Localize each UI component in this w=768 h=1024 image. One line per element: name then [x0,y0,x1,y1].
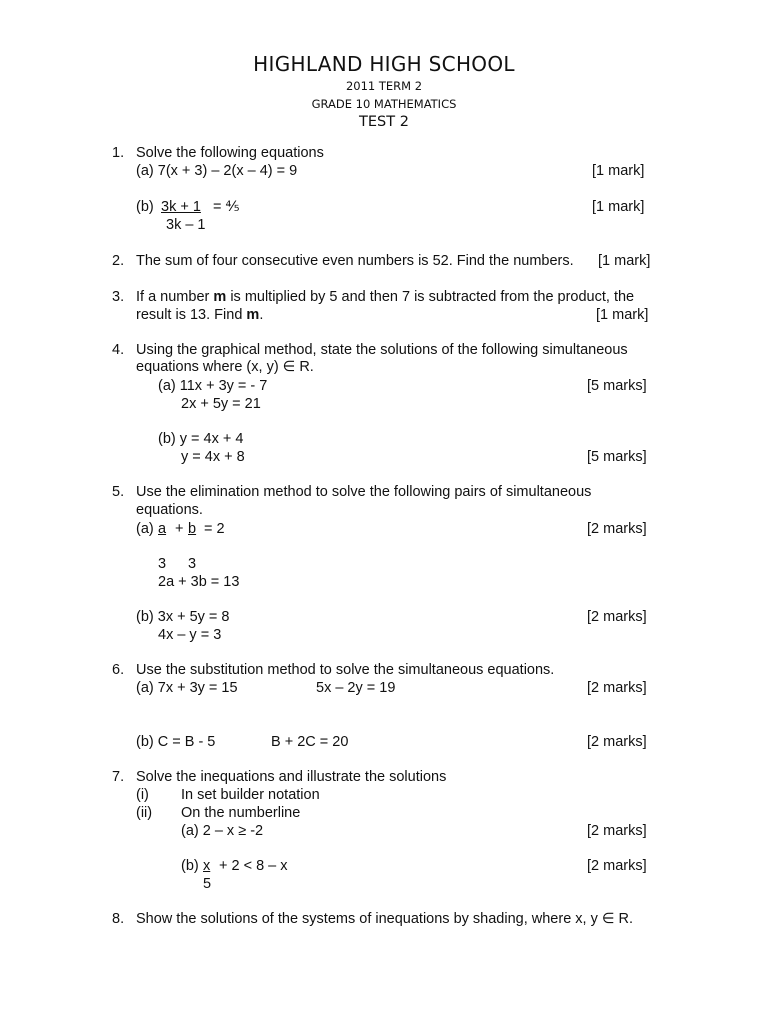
q6-text: Use the substitution method to solve the simultaneous equations. [136,662,555,678]
q5a-prefix: (a) [136,521,154,537]
q1b-numerator: 3k + 1 [161,199,201,215]
q6a-equation-2: 5x – 2y = 19 [316,680,396,696]
q3-line1 [136,288,634,306]
q1b-denominator: 3k – 1 [166,217,206,233]
q4a-mark: [5 marks] [587,378,647,394]
q7-i-label: (i) [136,787,149,803]
q6b-equation-1: (b) C = B - 5 [136,734,216,750]
q5b-equation-2: 4x – y = 3 [158,627,222,643]
q3-mark: [1 mark] [596,307,649,323]
q1b-rhs: = ⅘ [213,199,240,215]
q4b-equation-1: (b) y = 4x + 4 [158,431,244,447]
q3-line1-pre: If a number [136,289,210,305]
q3-line2-pre: result is 13. Find [136,307,243,323]
q1b-mark: [1 mark] [592,199,645,215]
q8-text: Show the solutions of the systems of inequations by shading, where x, y ∈ R. [136,911,634,927]
q5-line1: Use the elimination method to solve the following pairs of simultaneous [136,484,592,500]
q4a-equation-1: (a) 11x + 3y = - 7 [158,378,268,394]
q7-i-text: In set builder notation [181,787,320,803]
q7b-mark: [2 marks] [587,858,647,874]
q3-variable-2: m [246,307,260,323]
grade-label: GRADE 10 MATHEMATICS [311,97,457,111]
q7-ii-text: On the numberline [181,805,301,821]
q3-line1-post: is multiplied by 5 and then 7 is subtracted from the product, the [230,289,635,305]
q7b-rest: + 2 < 8 – x [219,858,288,874]
q1a-mark: [1 mark] [592,163,645,179]
q3-number: 3. [112,289,125,305]
q7-number: 7. [112,769,125,785]
q7-text: Solve the inequations and illustrate the solutions [136,769,447,785]
q1-text: Solve the following equations [136,145,324,161]
q7a-mark: [2 marks] [587,823,647,839]
q5a-mark: [2 marks] [587,521,647,537]
q5a-equals: = 2 [204,521,225,537]
q6b-mark: [2 marks] [587,734,647,750]
q4a-equation-2: 2x + 5y = 21 [181,396,261,412]
q7b-denominator: 5 [203,876,212,892]
q4b-equation-2: y = 4x + 8 [181,449,245,465]
q5b-mark: [2 marks] [587,609,647,625]
q7b-prefix: (b) [181,858,199,874]
q2-text: The sum of four consecutive even numbers is 52. Find the numbers. [136,253,574,269]
q1b-prefix: (b) [136,199,154,215]
q7b-numerator: x [203,858,211,874]
q5-number: 5. [112,484,125,500]
q3-line2 [136,306,263,324]
q7-ii-label: (ii) [136,805,153,821]
q3-variable: m [213,289,227,305]
q6a-equation-1: (a) 7x + 3y = 15 [136,680,238,696]
q1a-equation: (a) 7(x + 3) – 2(x – 4) = 9 [136,163,298,179]
q2-mark: [1 mark] [598,253,651,269]
q4-number: 4. [112,342,125,358]
q1-number: 1. [112,145,125,161]
q5a-var-a: a [158,521,167,537]
q5a-denominator-2: 3 [188,556,197,572]
test-title: TEST 2 [359,114,409,130]
q6a-mark: [2 marks] [587,680,647,696]
term-label: 2011 TERM 2 [345,79,423,93]
q5-line2: equations. [136,502,203,518]
q4-line1: Using the graphical method, state the solutions of the following simultaneous [136,342,628,358]
q6-number: 6. [112,662,125,678]
q6b-equation-2: B + 2C = 20 [271,734,349,750]
q5a-denominator-1: 3 [158,556,167,572]
q4-line2: equations where (x, y) ∈ R. [136,359,314,375]
q2-number: 2. [112,253,125,269]
q5a-var-b: b [188,521,197,537]
q5b-equation-1: (b) 3x + 5y = 8 [136,609,230,625]
q5a-plus: + [175,521,184,537]
q5a-equation-2: 2a + 3b = 13 [158,574,240,590]
q7a-inequation: (a) 2 – x ≥ -2 [181,823,264,839]
q4b-mark: [5 marks] [587,449,647,465]
q8-number: 8. [112,911,125,927]
q3-line2-post: . [259,307,264,323]
school-name: HIGHLAND HIGH SCHOOL [253,52,515,76]
